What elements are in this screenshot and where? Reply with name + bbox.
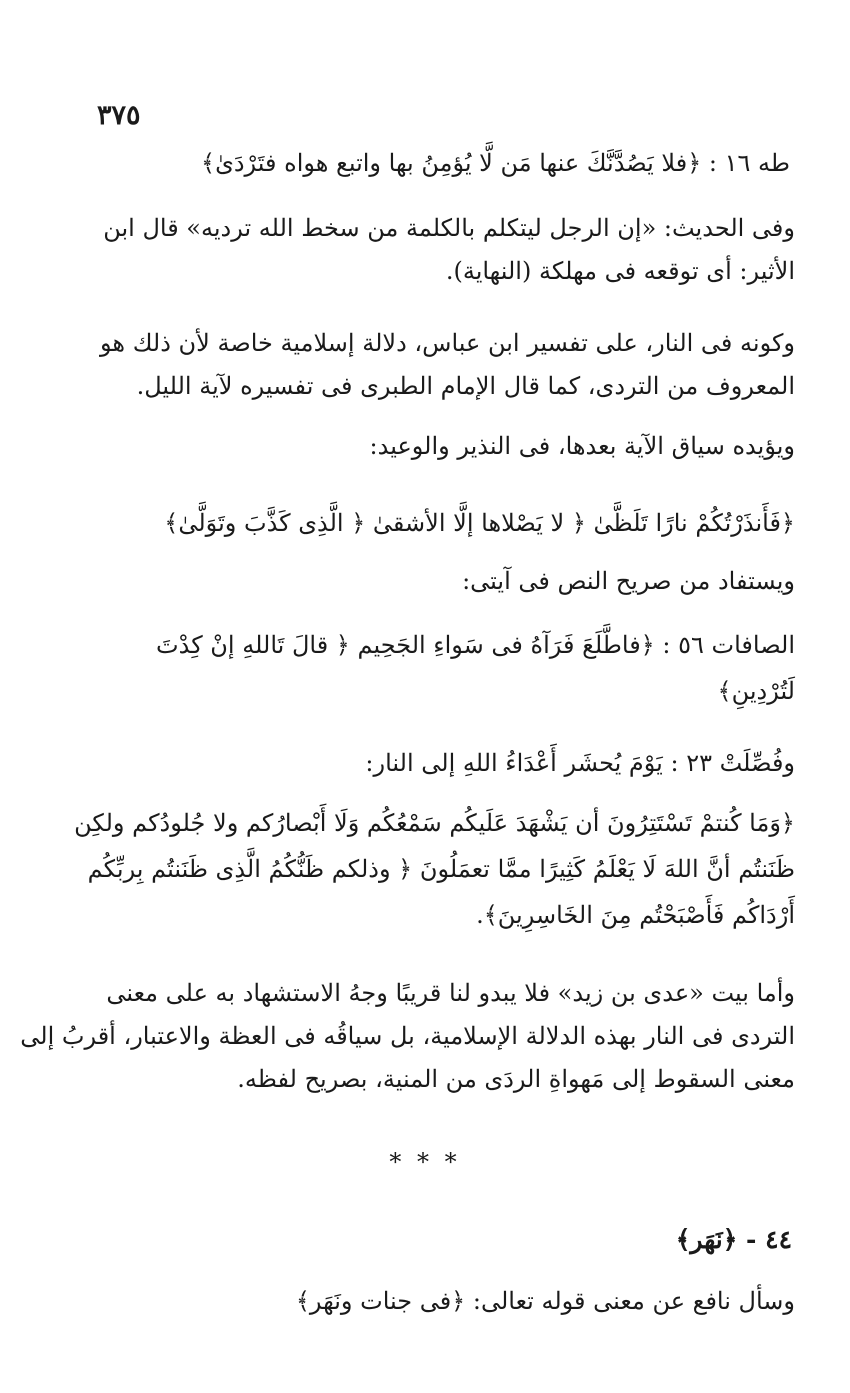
text-line: ظَنَنتُم أنَّ اللهَ لَا يَعْلَمُ كَثِيرًا ممَّا تعمَلُونَ ﴿ وذلكم ظَنُّكُمُ الَّذِى ظَنَنتُم بِربِّكُم [87,855,795,883]
hadith-paragraph [95,207,795,293]
text-line: وفى الحديث: «إن الرجل ليتكلم بالكلمة من سخط الله ترديه» قال ابن [103,214,795,242]
text-line: معنى السقوط إلى مَهواةِ الردَى من المنية، بصريح لفظه. [237,1065,795,1093]
text-line: الصافات ٥٦ : ﴿فاطَّلَعَ فَرَآهُ فى سَواءِ الجَحِيم ﴿ قالَ تَاللهِ إنْ كِدْتَ [156,631,795,659]
adi-ibn-zayd-paragraph [20,972,795,1101]
text-line: التردى فى النار بهذه الدلالة الإسلامية، بل سياقُه فى العظة والاعتبار، أقربُ إلى [20,1022,795,1050]
text-line: لَتُرْدِينِ﴾ [717,677,795,705]
ibn-abbas-paragraph [95,322,795,408]
verse-fussilat [75,800,795,938]
text-line: وأما بيت «عدى بن زيد» فلا يبدو لنا قريبًا وجهُ الاستشهاد به على معنى [106,979,795,1007]
text-line: ﴿وَمَا كُنتمْ تَسْتَتِرُونَ أن يَشْهَدَ عَلَيكُم سَمْعُكُم وَلَا أَبْصارُكم ولا جُلودُكم ولكِن [74,809,795,837]
verse-saffat-56 [95,622,795,714]
text-line: الأثير: أى توقعه فى مهلكة (النهاية). [445,257,795,285]
entry-heading: ٤٤ - ﴿نَهَر﴾ [675,1225,792,1254]
section-separator: * * * [389,1148,461,1176]
text-line: طه ١٦ : ﴿فلا يَصُدَّنَّكَ عنها مَن لَّا يُؤمِنُ بها واتبع هواه فتَرْدَىٰ﴾ [201,149,790,177]
text-line: ويستفاد من صريح النص فى آيتى: [462,567,795,595]
entry-first-line: وسأل نافع عن معنى قوله تعالى: ﴿فى جنات ونَهَر﴾ [295,1287,795,1315]
text-line: ﴿فَأَنذَرْتُكُمْ نارًا تَلَظَّىٰ ﴿ لا يَصْلاها إلَّا الأشقىٰ ﴿ الَّذِى كَذَّبَ وتَوَلَّىٰ﴾ [164,509,795,537]
verse-al-layl [164,500,795,546]
text-line: وفُصِّلَتْ ٢٣ : يَوْمَ يُحشَر أَعْدَاءُ اللهِ إلى النار: [365,749,795,777]
verse-taha-16 [201,142,790,185]
text-line: أَرْدَاكُم فَأَصْبَحْتُم مِنَ الخَاسِرِينَ﴾. [476,901,795,929]
text-line: وكونه فى النار، على تفسير ابن عباس، دلالة إسلامية خاصة لأن ذلك هو [100,329,795,357]
text-line: المعروف من التردى، كما قال الإمام الطبرى فى تفسيره لآية الليل. [136,372,795,400]
text-line: ويؤيده سياق الآية بعدها، فى النذير والوعيد: [369,432,795,460]
page-number: ٣٧٥ [97,100,141,131]
fussilat-23-heading [365,742,795,785]
intro-line [462,560,795,603]
context-line [370,425,795,468]
